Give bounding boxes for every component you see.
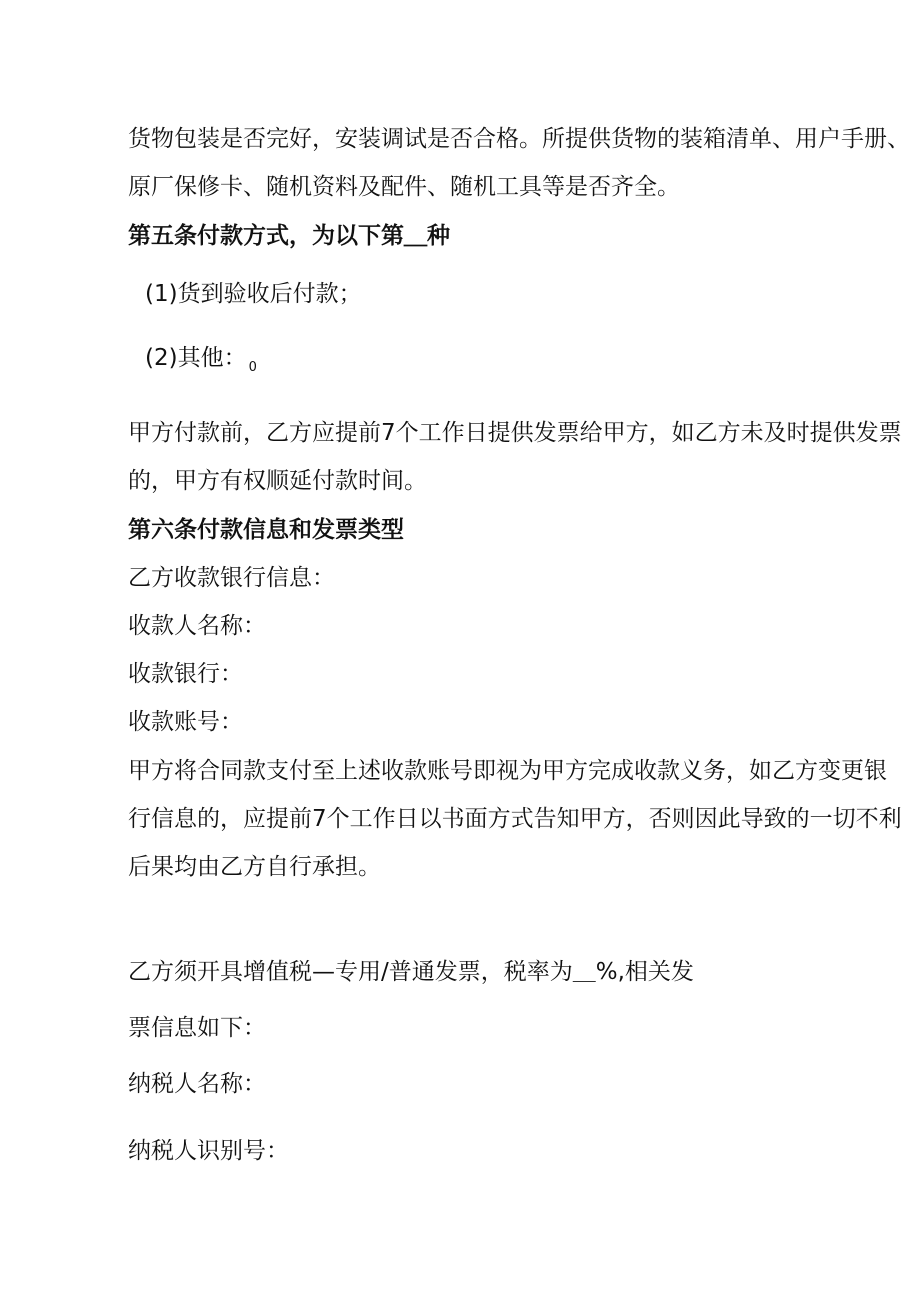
field-label: 收款人名称： [128,613,266,639]
paragraph-line: 货物包装是否完好，安装调试是否合格。所提供货物的装箱清单、用户手册、 [128,126,910,152]
field-label: 票信息如下： [128,1015,266,1041]
field-label: 收款银行： [128,661,243,687]
field-label: 乙方收款银行信息： [128,565,335,591]
list-item: (1)货到验收后付款； [145,281,362,307]
paragraph-line: 行信息的，应提前7个工作日以书面方式告知甲方，否则因此导致的一切不利 [128,806,902,832]
section-heading-payment-method: 第五条付款方式，为以下第＿种 [128,223,450,249]
paragraph-line: 后果均由乙方自行承担。 [128,854,381,880]
paragraph-line: 甲方付款前，乙方应提前7个工作日提供发票给甲方，如乙方未及时提供发票 [128,420,902,446]
paragraph-line: 甲方将合同款支付至上述收款账号即视为甲方完成收款义务，如乙方变更银 [128,758,887,784]
field-label: 纳税人识别号： [128,1138,289,1164]
field-label: 收款账号： [128,709,243,735]
section-heading-payment-info: 第六条付款信息和发票类型 [128,517,404,543]
list-item: (2)其他： $_0$ [145,345,257,375]
field-label: 纳税人名称： [128,1071,266,1097]
paragraph-line: 原厂保修卡、随机资料及配件、随机工具等是否齐全。 [128,174,680,200]
paragraph-line: 乙方须开具增值税—专用/普通发票，税率为＿%,相关发 [128,959,694,985]
paragraph-line: 的，甲方有权顺延付款时间。 [128,468,427,494]
